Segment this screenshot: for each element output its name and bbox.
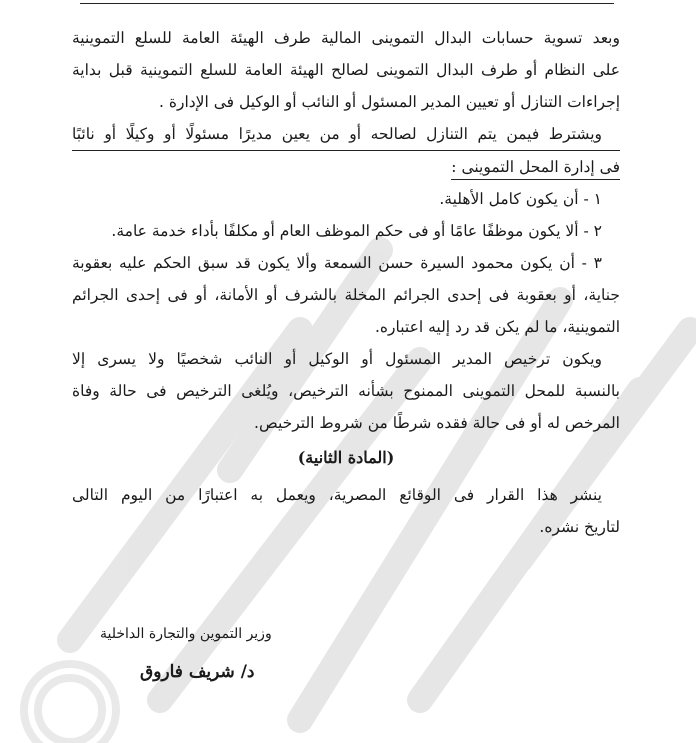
paragraph-line: بالنسبة للمحل التموينى الممنوح بشأنه الترخيص، ويُلغى الترخيص فى حالة وفاة: [72, 382, 620, 400]
paragraph-line: إجراءات التنازل أو تعيين المدير المسئول أو النائب أو الوكيل فى الإدارة .: [159, 93, 620, 111]
signature-name: د/ شريف فاروق: [140, 662, 255, 682]
paragraph-line: المرخص له أو فى حالة فقده شرطًا من شروط الترخيص.: [254, 414, 620, 432]
list-item: ٣ - أن يكون محمود السيرة حسن السمعة وألا يكون قد سبق الحكم عليه بعقوبة: [72, 254, 602, 272]
paragraph-line: جناية، أو بعقوبة فى إحدى الجرائم المخلة بالشرف أو الأمانة، أو فى إحدى الجرائم: [72, 286, 620, 304]
list-item: ١ - أن يكون كامل الأهلية.: [439, 190, 602, 208]
document-body: [72, 22, 620, 543]
paragraph-line: التموينية، ما لم يكن قد رد إليه اعتباره.: [375, 318, 620, 336]
paragraph-line: فى إدارة المحل التموينى :: [451, 155, 620, 180]
list-item: ٢ - ألا يكون موظفًا عامًا أو فى حكم الموظف العام أو مكلفًا بأداء خدمة عامة.: [111, 222, 602, 240]
paragraph-line: ويكون ترخيص المدير المسئول أو الوكيل أو النائب شخصيًا ولا يسرى إلا: [72, 350, 602, 368]
paragraph-line: على النظام أو طرف البدال التموينى لصالح الهيئة العامة للسلع التموينية قبل بداية: [72, 61, 620, 79]
signature-title: وزير التموين والتجارة الداخلية: [100, 626, 272, 642]
paragraph-line: وبعد تسوية حسابات البدال التموينى المالية طرف الهيئة العامة للسلع التموينية: [72, 29, 620, 47]
paragraph-line: لتاريخ نشره.: [539, 518, 620, 536]
article-heading: (المادة الثانية): [297, 448, 395, 467]
top-rule: [80, 3, 614, 4]
paragraph-line: ويشترط فيمن يتم التنازل لصالحه أو من يعين مديرًا مسئولًا أو وكيلًا أو نائبًا: [72, 118, 620, 151]
paragraph-line: ينشر هذا القرار فى الوقائع المصرية، ويعمل به اعتبارًا من اليوم التالى: [72, 486, 602, 504]
